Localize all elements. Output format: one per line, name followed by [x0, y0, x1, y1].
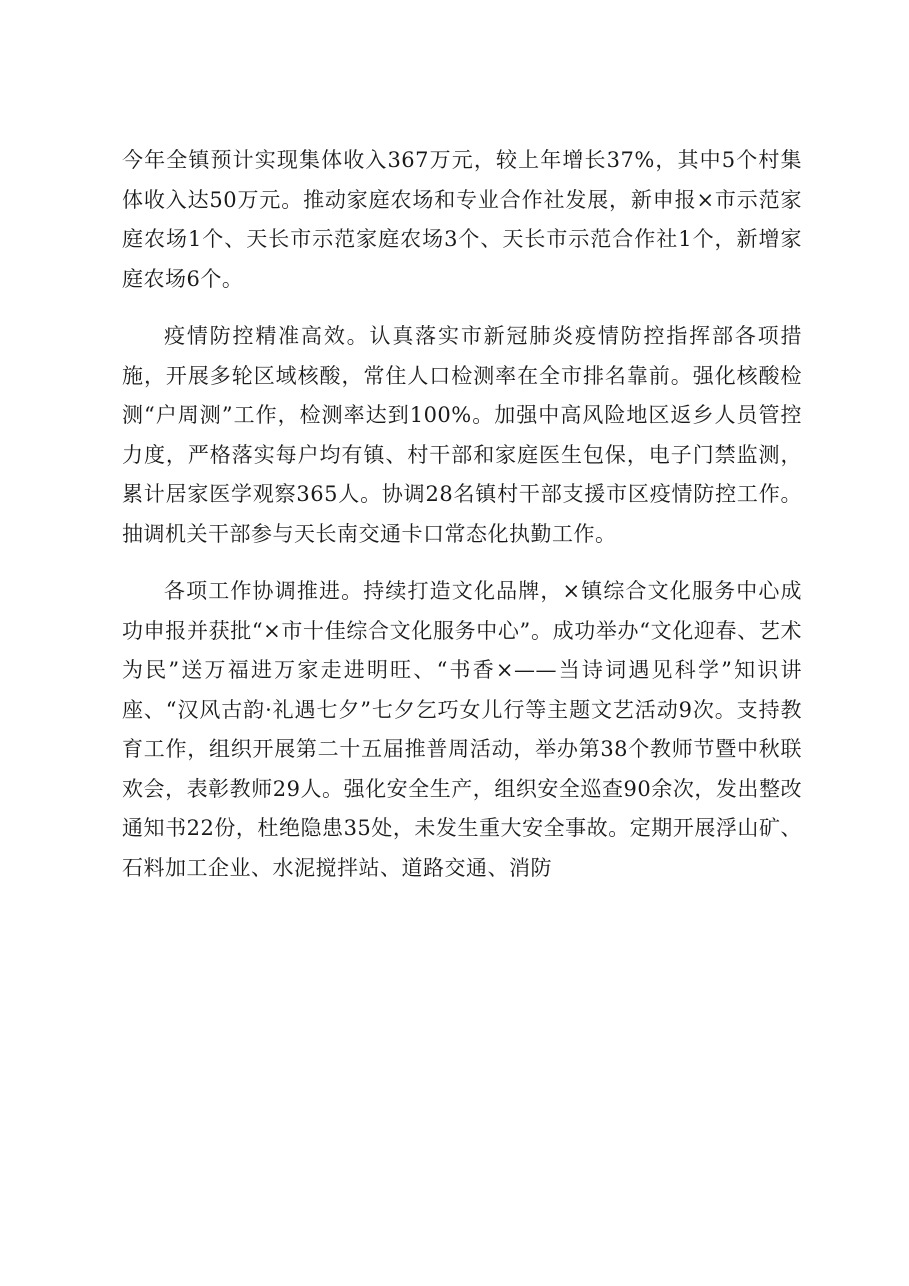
paragraph-coordinated-work: 各项工作协调推进。持续打造文化品牌，×镇综合文化服务中心成功申报并获批“×市十佳综合文化服务中心”。成功举办“文化迎春、艺术为民”送万福进万家走进明旺、“书香×——当诗词遇见科学”知识讲座、“汉风古韵·礼遇七夕”七夕乞巧女儿行等主题文艺活动9次。支持教育工作，组织开展第二十五届推普周活动，举办第38个教师节暨中秋联欢会，表彰教师29人。强化安全生产，组织安全巡查90余次，发出整改通知书22份，杜绝隐患35处，未发生重大安全事故。定期开展浮山矿、石料加工企业、水泥搅拌站、道路交通、消防: [122, 579, 802, 880]
document-page: [122, 141, 802, 888]
paragraph-collective-income: 今年全镇预计实现集体收入367万元，较上年增长37%，其中5个村集体收入达50万元。推动家庭农场和专业合作社发展，新申报×市示范家庭农场1个、天长市示范家庭农场3个、天长市示范合作社1个，新增家庭农场6个。: [122, 148, 802, 291]
paragraph-epidemic-control: 疫情防控精准高效。认真落实市新冠肺炎疫情防控指挥部各项措施，开展多轮区域核酸，常住人口检测率在全市排名靠前。强化核酸检测“户周测”工作，检测率达到100%。加强中高风险地区返乡人员管控力度，严格落实每户均有镇、村干部和家庭医生包保，电子门禁监测，累计居家医学观察365人。协调28名镇村干部支援市区疫情防控工作。抽调机关干部参与天长南交通卡口常态化执勤工作。: [122, 324, 802, 546]
